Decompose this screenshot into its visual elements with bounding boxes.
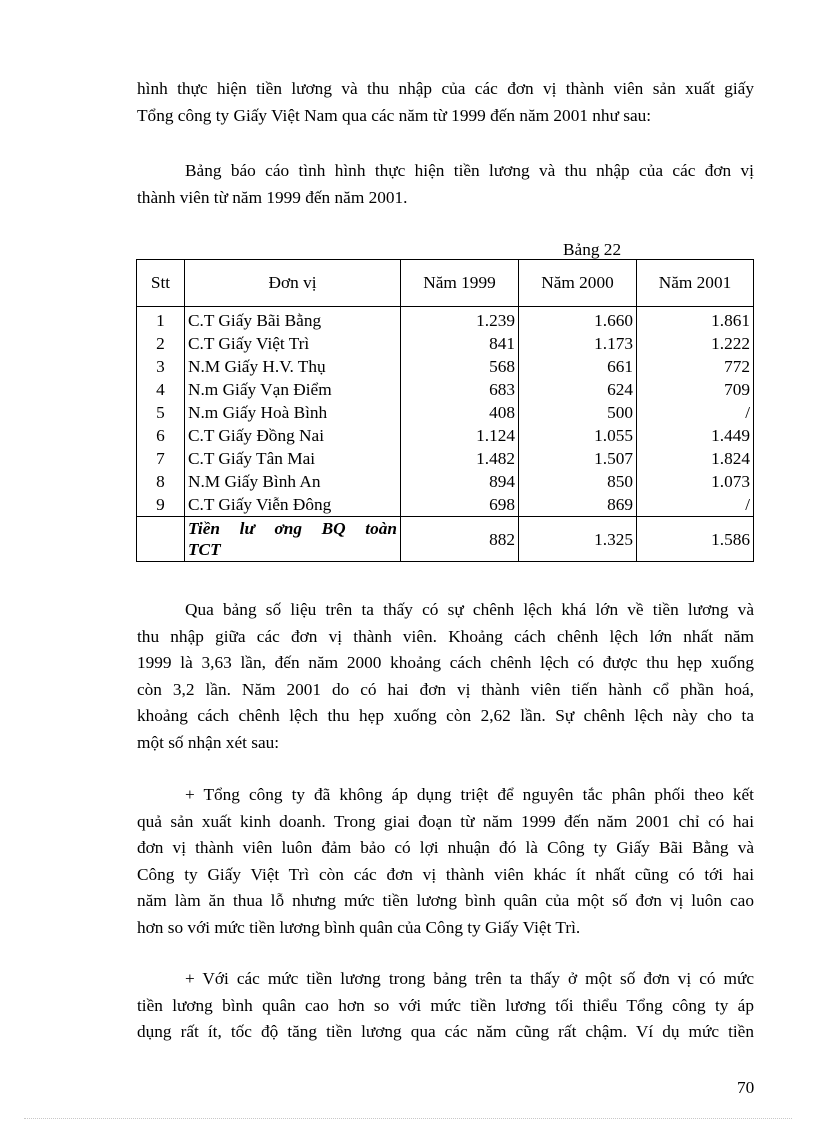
- cell-stt: 6: [137, 424, 185, 447]
- column-header-2001: Năm 2001: [637, 260, 754, 307]
- intro-paragraph: [137, 76, 754, 129]
- cell-total-2000: 1.325: [519, 517, 637, 562]
- text-line: 1999 là 3,63 lần, đến năm 2000 khoảng cách chênh lệch có được thu hẹp xuống: [137, 653, 754, 672]
- cell-2001: /: [637, 493, 754, 517]
- cell-stt: 3: [137, 355, 185, 378]
- cell-1999: 683: [401, 378, 519, 401]
- cell-1999: 568: [401, 355, 519, 378]
- table-row: [137, 378, 754, 401]
- column-header-unit: Đơn vị: [185, 260, 401, 307]
- column-header-stt: Stt: [137, 260, 185, 307]
- cell-unit: N.m Giấy Vạn Điểm: [185, 378, 401, 401]
- cell-stt: [137, 517, 185, 562]
- cell-stt: 4: [137, 378, 185, 401]
- table-header-row: [137, 260, 754, 307]
- cell-1999: 408: [401, 401, 519, 424]
- cell-2000: 500: [519, 401, 637, 424]
- cell-2000: 850: [519, 470, 637, 493]
- cell-total-1999: 882: [401, 517, 519, 562]
- cell-unit: C.T Giấy Bãi Bằng: [185, 307, 401, 333]
- cell-total-label: Tiền lư ơng BQ toàn TCT: [185, 517, 401, 562]
- cell-2001: 1.449: [637, 424, 754, 447]
- page-number: 70: [737, 1078, 755, 1097]
- cell-1999: 1.482: [401, 447, 519, 470]
- text-line: Qua bảng số liệu trên ta thấy có sự chênh lệch khá lớn về tiền lương và: [185, 600, 754, 619]
- cell-2000: 661: [519, 355, 637, 378]
- text-line: khoảng cách chênh lệch thu hẹp xuống còn 2,62 lần. Sự chênh lệch này cho ta: [137, 706, 754, 725]
- cell-stt: 1: [137, 307, 185, 333]
- cell-1999: 841: [401, 332, 519, 355]
- text-line: Công ty Giấy Việt Trì còn các đơn vị thành viên khác ít nhất cũng có tới hai: [137, 864, 754, 884]
- text-line: hơn so với mức tiền lương bình quân của Công ty Giấy Việt Trì.: [137, 917, 581, 937]
- page-bottom-divider: [24, 1118, 792, 1119]
- analysis-paragraph: [137, 597, 754, 756]
- cell-unit: N.M Giấy H.V. Thụ: [185, 355, 401, 378]
- cell-2001: 1.824: [637, 447, 754, 470]
- text-line: một số nhận xét sau:: [137, 732, 280, 752]
- text-line: quả sản xuất kinh doanh. Trong giai đoạn từ năm 1999 đến năm 2001 chỉ có hai: [137, 811, 754, 831]
- cell-unit: C.T Giấy Viễn Đông: [185, 493, 401, 517]
- cell-unit: N.M Giấy Bình An: [185, 470, 401, 493]
- cell-unit: C.T Giấy Tân Mai: [185, 447, 401, 470]
- cell-stt: 8: [137, 470, 185, 493]
- text-line: năm làm ăn thua lỗ nhưng mức tiền lương bình quân của một số đơn vị luôn cao: [137, 891, 754, 910]
- remark-paragraph-1: [137, 782, 754, 941]
- table-row: [137, 355, 754, 378]
- table-row: [137, 401, 754, 424]
- cell-1999: 1.124: [401, 424, 519, 447]
- text-line: Tổng công ty Giấy Việt Nam qua các năm từ 1999 đến năm 2001 như sau:: [137, 105, 652, 125]
- table-caption-paragraph: [137, 158, 754, 211]
- cell-2001: 709: [637, 378, 754, 401]
- text-line: đơn vị thành viên luôn đảm bảo có lợi nhuận đó là Công ty Giấy Bãi Bằng và: [137, 838, 754, 857]
- cell-unit: C.T Giấy Đồng Nai: [185, 424, 401, 447]
- cell-1999: 894: [401, 470, 519, 493]
- salary-table: [136, 259, 754, 562]
- cell-stt: 7: [137, 447, 185, 470]
- cell-2000: 869: [519, 493, 637, 517]
- cell-2001: 772: [637, 355, 754, 378]
- column-header-2000: Năm 2000: [519, 260, 637, 307]
- cell-stt: 5: [137, 401, 185, 424]
- text-line: còn 3,2 lần. Năm 2001 do có hai đơn vị thành viên tiến hành cổ phần hoá,: [137, 679, 754, 699]
- table-row: [137, 493, 754, 517]
- table-row: [137, 307, 754, 333]
- table-label: Bảng 22: [563, 240, 622, 259]
- cell-total-2001: 1.586: [637, 517, 754, 562]
- table-row: [137, 424, 754, 447]
- cell-2000: 1.660: [519, 307, 637, 333]
- text-line: + Với các mức tiền lương trong bảng trên ta thấy ở một số đơn vị có mức: [185, 969, 754, 988]
- cell-stt: 2: [137, 332, 185, 355]
- cell-2000: 1.507: [519, 447, 637, 470]
- remark-paragraph-2: [137, 966, 754, 1046]
- cell-2001: 1.861: [637, 307, 754, 333]
- cell-2001: /: [637, 401, 754, 424]
- cell-2000: 1.055: [519, 424, 637, 447]
- table-row: [137, 332, 754, 355]
- cell-2000: 624: [519, 378, 637, 401]
- table-row: [137, 470, 754, 493]
- column-header-1999: Năm 1999: [401, 260, 519, 307]
- table-total-row: [137, 517, 754, 562]
- cell-stt: 9: [137, 493, 185, 517]
- text-line: tiền lương bình quân cao hơn so với mức tiền lương tối thiểu Tổng công ty áp: [137, 995, 754, 1015]
- cell-1999: 1.239: [401, 307, 519, 333]
- text-line: + Tổng công ty đã không áp dụng triệt để nguyên tắc phân phối theo kết: [185, 785, 754, 804]
- text-line: hình thực hiện tiền lương và thu nhập của các đơn vị thành viên sản xuất giấy: [137, 79, 754, 98]
- text-line: dụng rất ít, tốc độ tăng tiền lương qua các năm cũng rất chậm. Ví dụ mức tiền: [137, 1022, 754, 1041]
- text-line: Bảng báo cáo tình hình thực hiện tiền lương và thu nhập của các đơn vị: [185, 161, 754, 180]
- text-line: thu nhập giữa các đơn vị thành viên. Khoảng cách chênh lệch lớn nhất năm: [137, 626, 754, 646]
- cell-1999: 698: [401, 493, 519, 517]
- table-row: [137, 447, 754, 470]
- cell-unit: C.T Giấy Việt Trì: [185, 332, 401, 355]
- cell-2001: 1.222: [637, 332, 754, 355]
- text-line: thành viên từ năm 1999 đến năm 2001.: [137, 187, 408, 207]
- cell-2001: 1.073: [637, 470, 754, 493]
- cell-2000: 1.173: [519, 332, 637, 355]
- cell-unit: N.m Giấy Hoà Bình: [185, 401, 401, 424]
